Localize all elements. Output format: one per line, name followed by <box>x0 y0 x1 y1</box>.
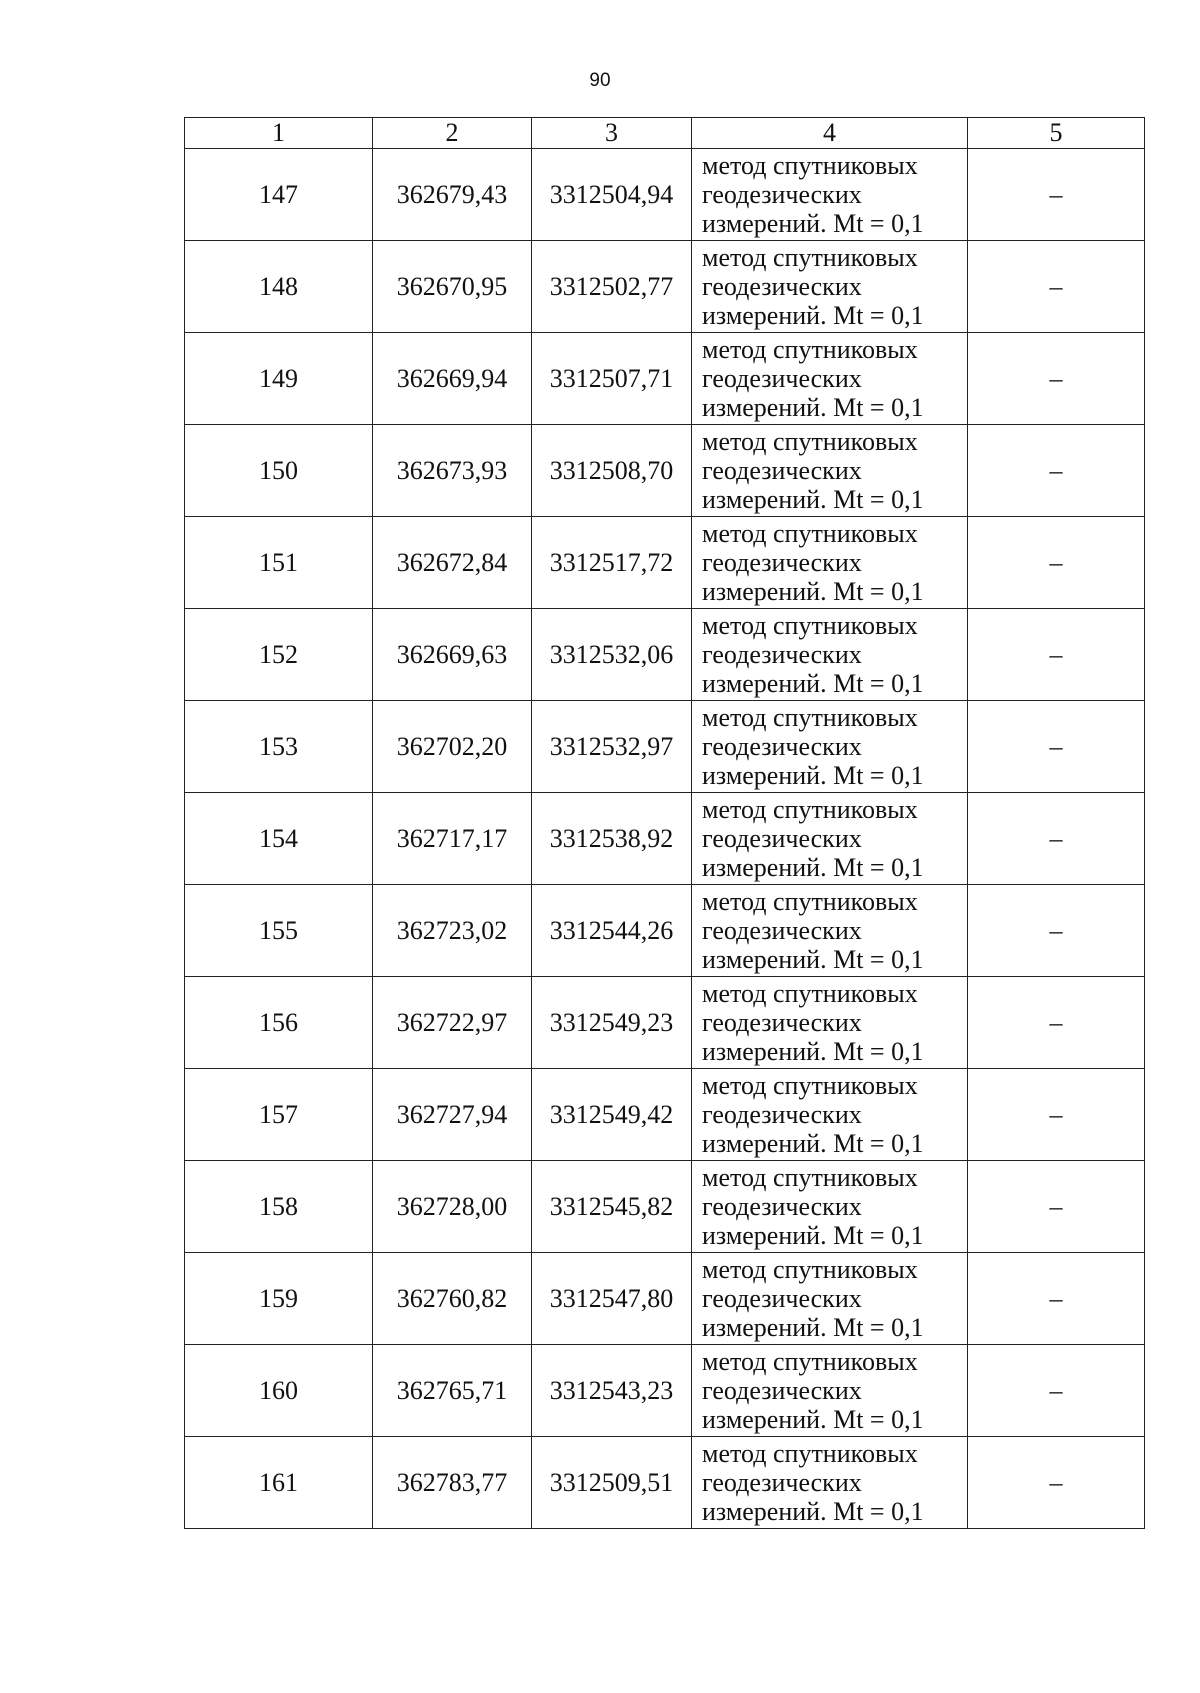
y-coordinate-cell: 3312545,82 <box>532 1161 692 1253</box>
table-row <box>185 977 1145 1069</box>
method-line: метод спутниковых <box>702 243 918 272</box>
method-line: геодезических <box>702 456 862 485</box>
method-line: геодезических <box>702 916 862 945</box>
y-coordinate-cell: 3312543,23 <box>532 1345 692 1437</box>
method-cell <box>692 885 968 977</box>
y-coordinate-cell: 3312504,94 <box>532 149 692 241</box>
note-cell: – <box>968 1069 1145 1161</box>
point-number-cell: 156 <box>185 977 373 1069</box>
y-coordinate-cell: 3312508,70 <box>532 425 692 517</box>
table-row <box>185 885 1145 977</box>
x-coordinate-cell: 362702,20 <box>373 701 532 793</box>
x-coordinate-cell: 362722,97 <box>373 977 532 1069</box>
point-number-cell: 149 <box>185 333 373 425</box>
x-coordinate-cell: 362679,43 <box>373 149 532 241</box>
method-line: геодезических <box>702 640 862 669</box>
note-cell: – <box>968 1345 1145 1437</box>
method-line: геодезических <box>702 1468 862 1497</box>
y-coordinate-cell: 3312538,92 <box>532 793 692 885</box>
note-cell: – <box>968 1437 1145 1529</box>
table-row <box>185 1345 1145 1437</box>
x-coordinate-cell: 362673,93 <box>373 425 532 517</box>
table-row <box>185 1161 1145 1253</box>
method-line: измерений. Mt = 0,1 <box>702 485 924 514</box>
point-number-cell: 157 <box>185 1069 373 1161</box>
method-cell <box>692 333 968 425</box>
x-coordinate-cell: 362669,94 <box>373 333 532 425</box>
method-line: измерений. Mt = 0,1 <box>702 301 924 330</box>
method-line: измерений. Mt = 0,1 <box>702 761 924 790</box>
note-cell: – <box>968 701 1145 793</box>
note-cell: – <box>968 609 1145 701</box>
table-row <box>185 149 1145 241</box>
x-coordinate-cell: 362717,17 <box>373 793 532 885</box>
table-row <box>185 241 1145 333</box>
method-line: геодезических <box>702 548 862 577</box>
method-line: геодезических <box>702 272 862 301</box>
method-line: геодезических <box>702 1376 862 1405</box>
method-cell <box>692 241 968 333</box>
method-line: метод спутниковых <box>702 519 918 548</box>
method-line: измерений. Mt = 0,1 <box>702 1037 924 1066</box>
point-number-cell: 160 <box>185 1345 373 1437</box>
note-cell: – <box>968 977 1145 1069</box>
x-coordinate-cell: 362760,82 <box>373 1253 532 1345</box>
table-row <box>185 517 1145 609</box>
y-coordinate-cell: 3312532,06 <box>532 609 692 701</box>
y-coordinate-cell: 3312544,26 <box>532 885 692 977</box>
y-coordinate-cell: 3312502,77 <box>532 241 692 333</box>
method-line: метод спутниковых <box>702 703 918 732</box>
point-number-cell: 151 <box>185 517 373 609</box>
table-row <box>185 701 1145 793</box>
point-number-cell: 161 <box>185 1437 373 1529</box>
method-line: метод спутниковых <box>702 611 918 640</box>
table-row <box>185 609 1145 701</box>
method-cell <box>692 1161 968 1253</box>
y-coordinate-cell: 3312517,72 <box>532 517 692 609</box>
y-coordinate-cell: 3312547,80 <box>532 1253 692 1345</box>
point-number-cell: 154 <box>185 793 373 885</box>
method-cell <box>692 1069 968 1161</box>
column-header-5: 5 <box>968 118 1145 149</box>
method-line: метод спутниковых <box>702 335 918 364</box>
method-line: измерений. Mt = 0,1 <box>702 1497 924 1526</box>
y-coordinate-cell: 3312549,23 <box>532 977 692 1069</box>
x-coordinate-cell: 362669,63 <box>373 609 532 701</box>
method-line: измерений. Mt = 0,1 <box>702 1129 924 1158</box>
table-header-row <box>185 118 1145 149</box>
method-line: геодезических <box>702 1100 862 1129</box>
table-row <box>185 1069 1145 1161</box>
method-line: метод спутниковых <box>702 979 918 1008</box>
point-number-cell: 148 <box>185 241 373 333</box>
note-cell: – <box>968 793 1145 885</box>
method-cell <box>692 149 968 241</box>
page-number: 90 <box>589 70 611 91</box>
note-cell: – <box>968 333 1145 425</box>
method-cell <box>692 701 968 793</box>
table-row <box>185 333 1145 425</box>
point-number-cell: 159 <box>185 1253 373 1345</box>
y-coordinate-cell: 3312549,42 <box>532 1069 692 1161</box>
note-cell: – <box>968 1161 1145 1253</box>
point-number-cell: 153 <box>185 701 373 793</box>
table-body <box>185 149 1145 1529</box>
method-line: метод спутниковых <box>702 1163 918 1192</box>
x-coordinate-cell: 362723,02 <box>373 885 532 977</box>
method-line: измерений. Mt = 0,1 <box>702 393 924 422</box>
point-number-cell: 152 <box>185 609 373 701</box>
method-line: метод спутниковых <box>702 1071 918 1100</box>
y-coordinate-cell: 3312532,97 <box>532 701 692 793</box>
method-line: геодезических <box>702 364 862 393</box>
method-line: геодезических <box>702 732 862 761</box>
method-cell <box>692 1437 968 1529</box>
method-cell <box>692 1345 968 1437</box>
note-cell: – <box>968 425 1145 517</box>
method-line: метод спутниковых <box>702 1439 918 1468</box>
x-coordinate-cell: 362765,71 <box>373 1345 532 1437</box>
method-line: измерений. Mt = 0,1 <box>702 209 924 238</box>
method-cell <box>692 425 968 517</box>
point-number-cell: 158 <box>185 1161 373 1253</box>
column-header-3: 3 <box>532 118 692 149</box>
method-line: геодезических <box>702 180 862 209</box>
note-cell: – <box>968 517 1145 609</box>
method-line: измерений. Mt = 0,1 <box>702 1405 924 1434</box>
method-cell <box>692 977 968 1069</box>
x-coordinate-cell: 362783,77 <box>373 1437 532 1529</box>
method-line: метод спутниковых <box>702 1255 918 1284</box>
method-line: измерений. Mt = 0,1 <box>702 853 924 882</box>
method-line: метод спутниковых <box>702 427 918 456</box>
note-cell: – <box>968 241 1145 333</box>
method-line: геодезических <box>702 1192 862 1221</box>
note-cell: – <box>968 1253 1145 1345</box>
method-line: измерений. Mt = 0,1 <box>702 1313 924 1342</box>
point-number-cell: 147 <box>185 149 373 241</box>
table-row <box>185 425 1145 517</box>
table-row <box>185 1253 1145 1345</box>
method-cell <box>692 793 968 885</box>
method-line: измерений. Mt = 0,1 <box>702 669 924 698</box>
note-cell: – <box>968 149 1145 241</box>
x-coordinate-cell: 362672,84 <box>373 517 532 609</box>
coordinates-table <box>184 117 1145 1529</box>
x-coordinate-cell: 362670,95 <box>373 241 532 333</box>
note-cell: – <box>968 885 1145 977</box>
method-cell <box>692 517 968 609</box>
method-line: метод спутниковых <box>702 1347 918 1376</box>
method-line: измерений. Mt = 0,1 <box>702 1221 924 1250</box>
table-row <box>185 793 1145 885</box>
method-line: геодезических <box>702 1284 862 1313</box>
method-line: измерений. Mt = 0,1 <box>702 577 924 606</box>
y-coordinate-cell: 3312507,71 <box>532 333 692 425</box>
method-line: измерений. Mt = 0,1 <box>702 945 924 974</box>
method-line: геодезических <box>702 1008 862 1037</box>
method-line: геодезических <box>702 824 862 853</box>
column-header-4: 4 <box>692 118 968 149</box>
method-cell <box>692 1253 968 1345</box>
x-coordinate-cell: 362728,00 <box>373 1161 532 1253</box>
table-row <box>185 1437 1145 1529</box>
method-line: метод спутниковых <box>702 887 918 916</box>
method-cell <box>692 609 968 701</box>
method-line: метод спутниковых <box>702 795 918 824</box>
point-number-cell: 155 <box>185 885 373 977</box>
x-coordinate-cell: 362727,94 <box>373 1069 532 1161</box>
point-number-cell: 150 <box>185 425 373 517</box>
method-line: метод спутниковых <box>702 151 918 180</box>
column-header-1: 1 <box>185 118 373 149</box>
y-coordinate-cell: 3312509,51 <box>532 1437 692 1529</box>
column-header-2: 2 <box>373 118 532 149</box>
